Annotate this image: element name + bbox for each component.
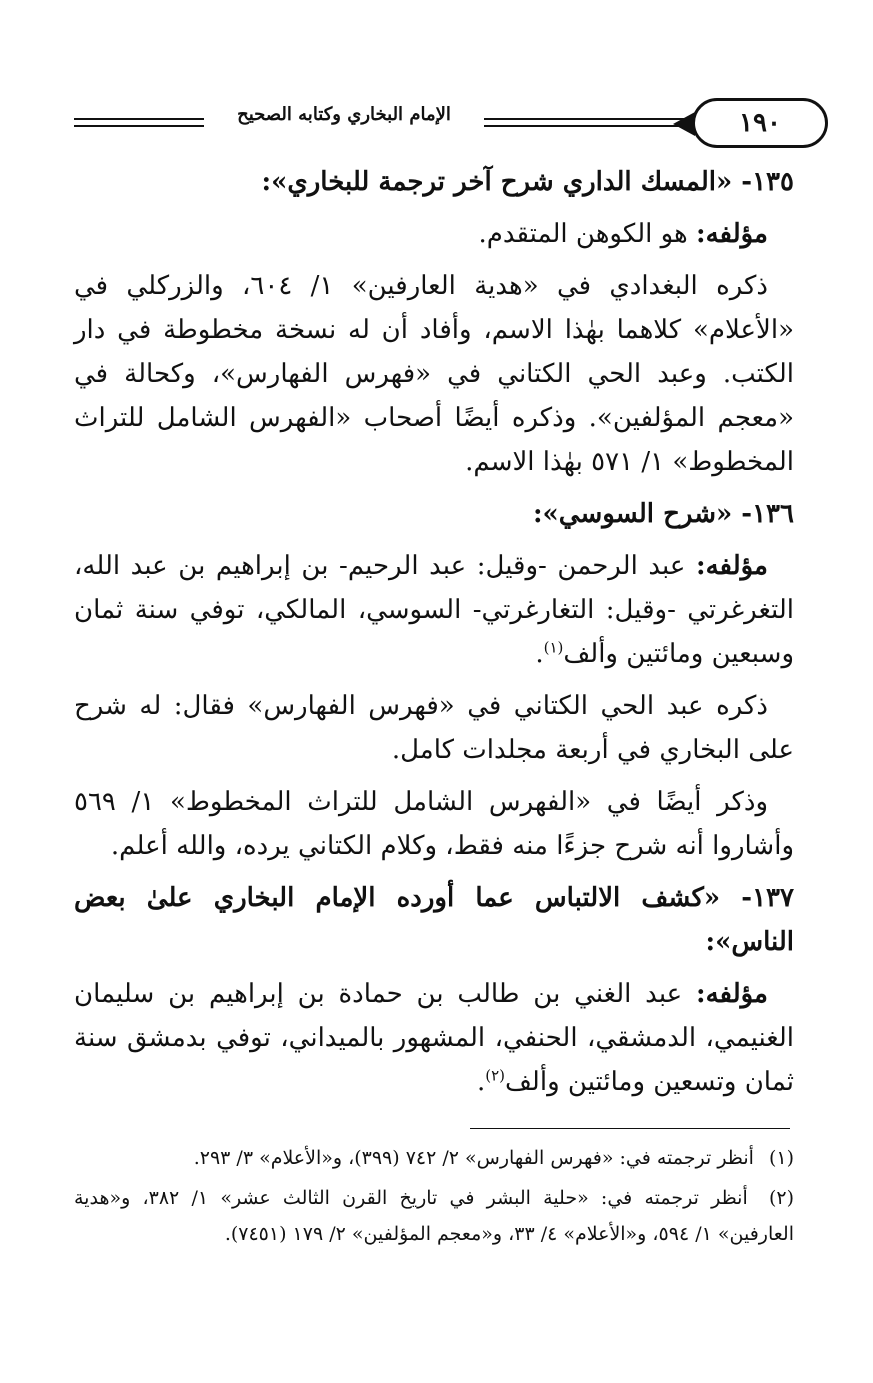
running-title: الإمام البخاري وكتابه الصحيح (214, 104, 474, 125)
footnote-text: أنظر ترجمته في: «حلية البشر في تاريخ القرن الثالث عشر» ١/ ٣٨٢، و«هدية العارفين» ١/ ٥٩٤، و«الأعلام» ٤/ ٣٣، و«معجم المؤلفين» ٢/ ١٧٩ (٧٤٥١). (74, 1187, 794, 1245)
header-rule-middle (484, 118, 670, 120)
footnote-1 (74, 1140, 794, 1176)
period: . (476, 1067, 486, 1097)
period: . (535, 639, 544, 669)
page-header (74, 98, 798, 150)
footnote-number: (٢) (768, 1187, 794, 1209)
header-rule-middle (484, 125, 670, 127)
footnotes (74, 1140, 794, 1256)
footnote-marker-2[interactable]: (٢) (485, 1066, 506, 1085)
entry-136-paragraph-1: ذكره عبد الحي الكتاني في «فهرس الفهارس» فقال: له شرح على البخاري في أربعة مجلدات كامل. (74, 691, 794, 765)
page-number (692, 98, 828, 148)
footnote-marker-1[interactable]: (١) (543, 638, 564, 657)
header-rule-left (74, 125, 204, 127)
author-text: هو الكوهن المتقدم. (478, 219, 697, 249)
entry-137-author (74, 972, 794, 1104)
entry-135-paragraph: ذكره البغدادي في «هدية العارفين» ١/ ٦٠٤، والزركلي في «الأعلام» كلاهما بهٰذا الاسم، وأفاد أن له نسخة مخطوطة في دار الكتب. وعبد الحي الكتاني في «فهرس الفهارس»، وكحالة في «معجم المؤلفين». وذكره أيضًا أصحاب «الفهرس الشامل للتراث المخطوط» ١/ ٥٧١ بهٰذا الاسم. (74, 271, 794, 477)
author-label: مؤلفه: (696, 551, 768, 581)
footnote-text: أنظر ترجمته في: «فهرس الفهارس» ٢/ ٧٤٢ (٣٩٩)، و«الأعلام» ٣/ ٢٩٣. (193, 1147, 754, 1169)
entry-137-title: ١٣٧- «كشف الالتباس عما أورده الإمام البخاري علىٰ بعض الناس»: (74, 883, 794, 957)
footnote-separator (470, 1128, 790, 1129)
entry-136-title: ١٣٦- «شرح السوسي»: (532, 499, 794, 529)
author-text: عبد الغني بن طالب بن حمادة بن إبراهيم بن سليمان الغنيمي، الدمشقي، الحنفي، المشهور بالميداني، توفي بدمشق سنة ثمان وتسعين ومائتين وألف (74, 979, 794, 1097)
header-rule-left (74, 118, 204, 120)
page-number-text: ١٩٠ (739, 108, 781, 138)
footnote-number: (١) (768, 1147, 794, 1169)
entry-136-paragraph-2: وذكر أيضًا في «الفهرس الشامل للتراث المخطوط» ١/ ٥٦٩ وأشاروا أنه شرح جزءًا منه فقط، وكلام الكتاني يرده، والله أعلم. (74, 787, 794, 861)
entry-135-title: ١٣٥- «المسك الداري شرح آخر ترجمة للبخاري»: (261, 167, 794, 197)
author-label: مؤلفه: (696, 219, 768, 249)
page-body (74, 160, 794, 1112)
entry-135-author (74, 212, 794, 256)
author-text: عبد الرحمن -وقيل: عبد الرحيم- بن إبراهيم بن عبد الله، التغرغرتي -وقيل: التغارغرتي- السوسي، المالكي، توفي سنة ثمان وسبعين ومائتين وألف (74, 551, 794, 669)
footnote-2 (74, 1180, 794, 1252)
author-label: مؤلفه: (696, 979, 768, 1009)
entry-136-author (74, 544, 794, 676)
